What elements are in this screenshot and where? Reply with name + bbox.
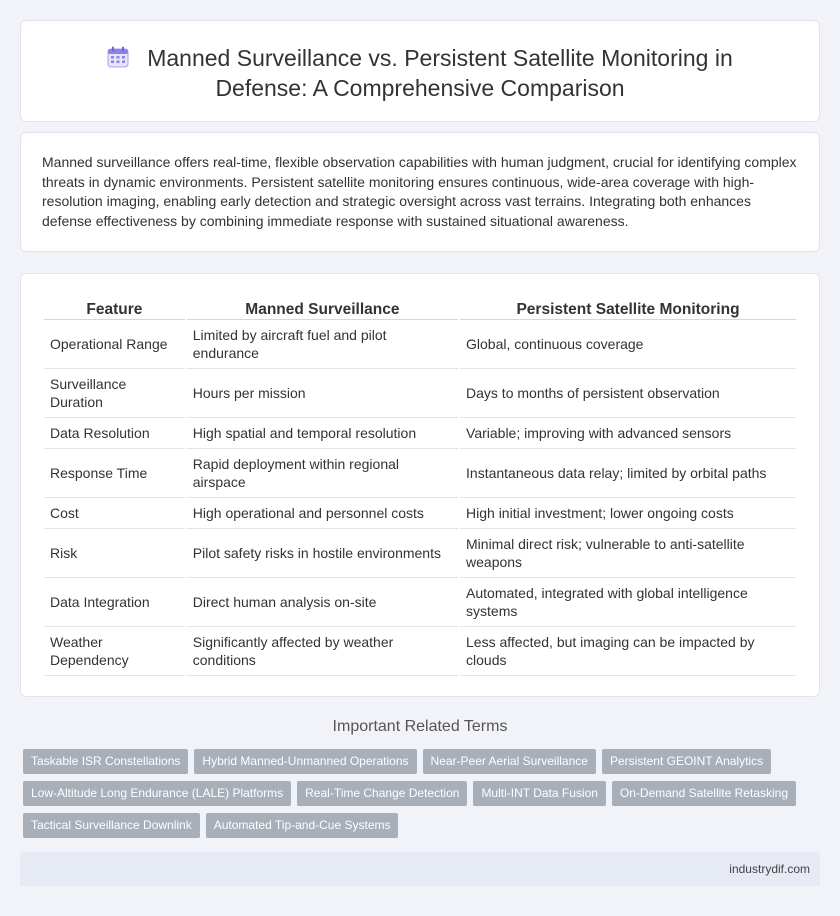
header-feature: Feature [44, 296, 185, 320]
table-cell: High operational and personnel costs [187, 498, 458, 529]
table-cell: Pilot safety risks in hostile environments [187, 529, 458, 578]
related-term-tag[interactable]: Taskable ISR Constellations [23, 749, 188, 774]
table-row [44, 320, 796, 369]
table-row [44, 498, 796, 529]
header-card [20, 20, 820, 122]
related-term-tag[interactable]: Low-Altitude Long Endurance (LALE) Platforms [23, 781, 291, 806]
related-terms-title: Important Related Terms [332, 718, 508, 735]
table-cell: Data Integration [44, 578, 185, 627]
table-cell: Variable; improving with advanced sensors [460, 418, 796, 449]
table-cell: Weather Dependency [44, 627, 185, 676]
table-cell: Days to months of persistent observation [460, 369, 796, 418]
table-cell: Limited by aircraft fuel and pilot endurance [187, 320, 458, 369]
comparison-card [20, 273, 820, 697]
comparison-table [42, 296, 798, 676]
table-cell: Rapid deployment within regional airspace [187, 449, 458, 498]
table-cell: High initial investment; lower ongoing costs [460, 498, 796, 529]
footer [20, 852, 820, 886]
related-term-tag[interactable]: Automated Tip-and-Cue Systems [206, 813, 399, 838]
related-terms-tags [23, 749, 803, 845]
footer-site-link[interactable]: industrydif.com [729, 862, 810, 876]
table-cell: High spatial and temporal resolution [187, 418, 458, 449]
table-header-row [44, 296, 796, 320]
table-cell: Data Resolution [44, 418, 185, 449]
table-cell: Automated, integrated with global intelligence systems [460, 578, 796, 627]
table-row [44, 627, 796, 676]
related-term-tag[interactable]: Near-Peer Aerial Surveillance [423, 749, 596, 774]
title-line-2: Defense: A Comprehensive Comparison [215, 75, 625, 101]
summary-text: Manned surveillance offers real-time, flexible observation capabilities with human judgment, crucial for identifying complex threats in dynamic environments. Persistent satellite monitoring ensures continuous, wide-area coverage with high-resolution imaging, enabling early detection and strategic oversight across vast terrains. Integrating both enhances defense effectiveness by combining immediate response with sustained situational awareness. [42, 154, 797, 229]
table-cell: Hours per mission [187, 369, 458, 418]
calendar-icon [107, 46, 129, 68]
page-title [21, 43, 819, 103]
related-term-tag[interactable]: Multi-INT Data Fusion [473, 781, 605, 806]
table-cell: Response Time [44, 449, 185, 498]
table-cell: Minimal direct risk; vulnerable to anti-satellite weapons [460, 529, 796, 578]
table-row [44, 369, 796, 418]
related-term-tag[interactable]: Persistent GEOINT Analytics [602, 749, 771, 774]
table-cell: Risk [44, 529, 185, 578]
table-cell: Surveillance Duration [44, 369, 185, 418]
table-row [44, 578, 796, 627]
table-cell: Global, continuous coverage [460, 320, 796, 369]
table-cell: Less affected, but imaging can be impacted by clouds [460, 627, 796, 676]
header-satellite: Persistent Satellite Monitoring [460, 296, 796, 320]
table-cell: Direct human analysis on-site [187, 578, 458, 627]
table-row [44, 529, 796, 578]
related-term-tag[interactable]: Tactical Surveillance Downlink [23, 813, 200, 838]
title-line-1: Manned Surveillance vs. Persistent Satellite Monitoring in [147, 45, 733, 71]
table-cell: Instantaneous data relay; limited by orbital paths [460, 449, 796, 498]
table-row [44, 418, 796, 449]
related-term-tag[interactable]: On-Demand Satellite Retasking [612, 781, 796, 806]
summary-card [20, 132, 820, 252]
related-term-tag[interactable]: Real-Time Change Detection [297, 781, 467, 806]
table-cell: Cost [44, 498, 185, 529]
table-row [44, 449, 796, 498]
table-cell: Operational Range [44, 320, 185, 369]
header-manned: Manned Surveillance [187, 296, 458, 320]
related-term-tag[interactable]: Hybrid Manned-Unmanned Operations [194, 749, 416, 774]
table-cell: Significantly affected by weather conditions [187, 627, 458, 676]
